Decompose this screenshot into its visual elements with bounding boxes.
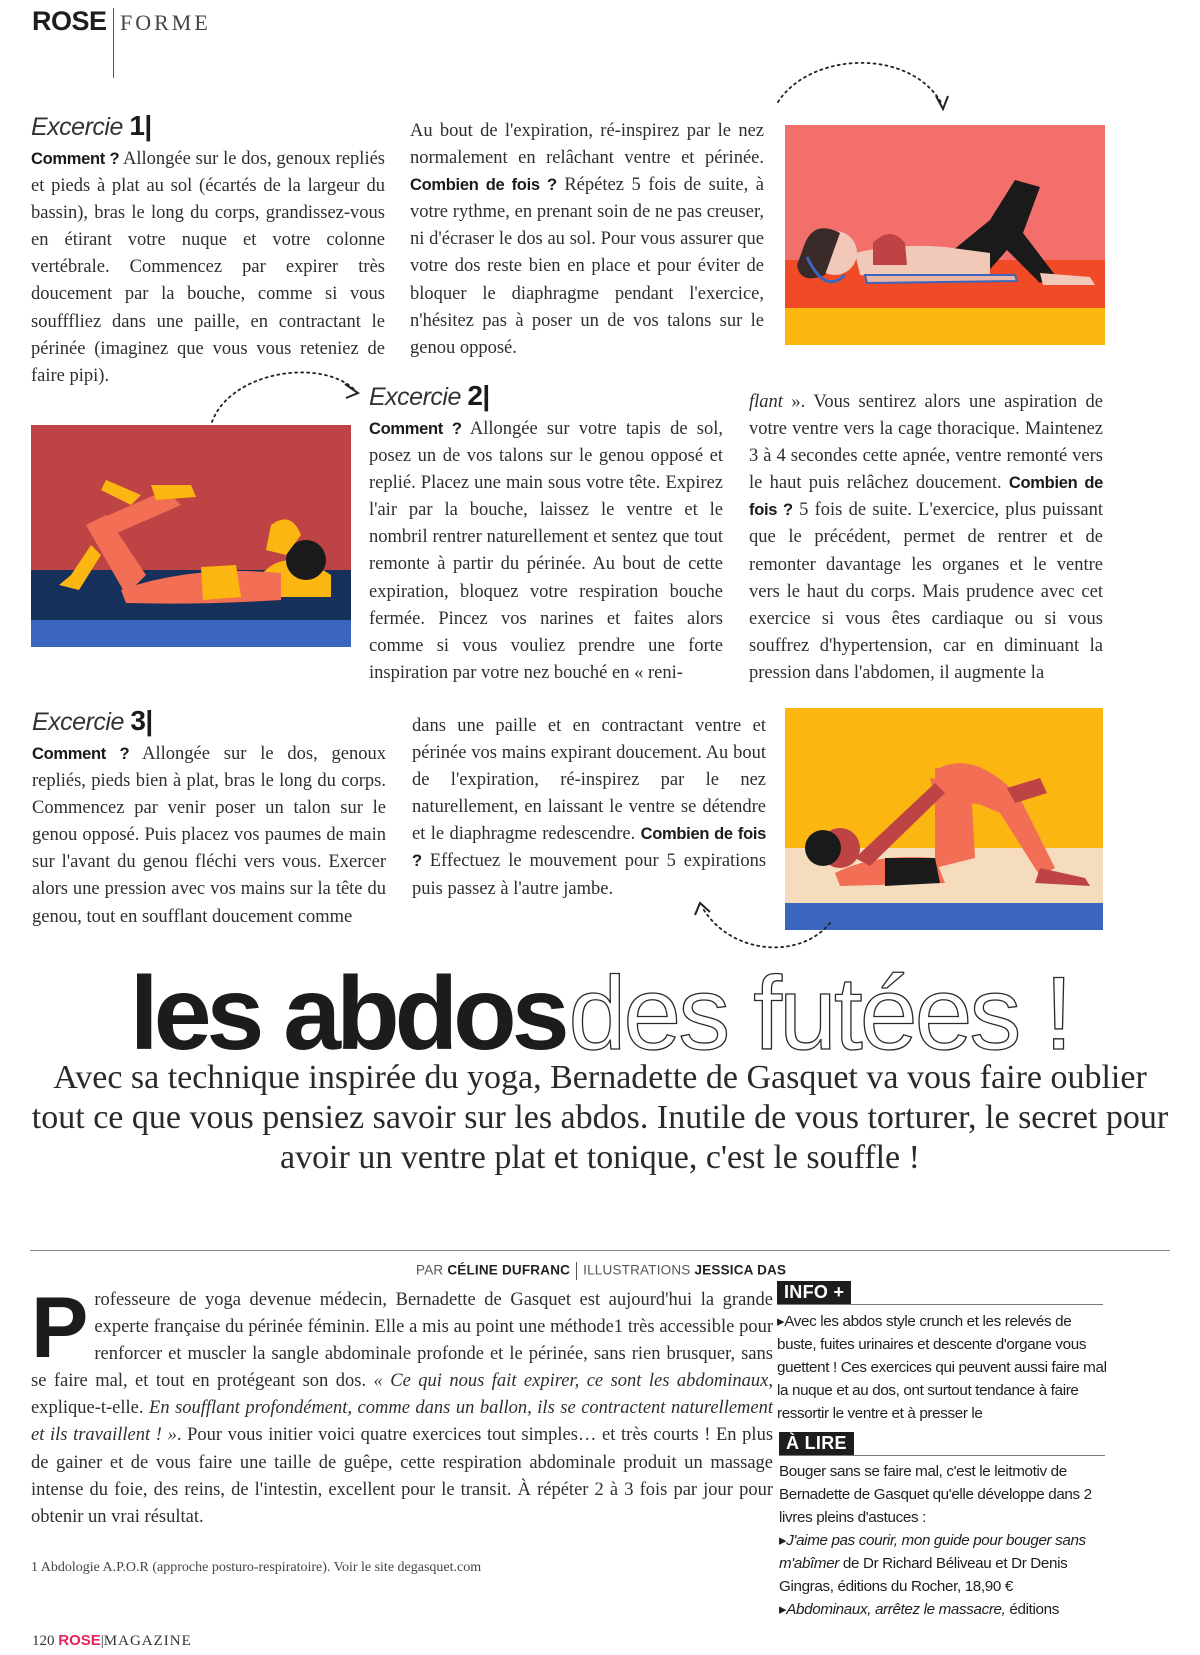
- headline: [0, 955, 1200, 1074]
- how-many-label: Combien de fois ?: [749, 474, 1103, 520]
- how-label: Comment ?: [31, 150, 120, 168]
- divider: [779, 1455, 1105, 1456]
- byline-illustrator: JESSICA DAS: [694, 1262, 787, 1278]
- curved-arrow-icon: [200, 362, 370, 432]
- section-title: FORME: [120, 10, 211, 35]
- exercise-2-column-2: [749, 389, 1103, 687]
- article-body: [31, 1280, 774, 1531]
- article-text: rofesseure de yoga devenue médecin, Bernadette de Gasquet est aujourd'hui la grande experte française du périnée féminin. Elle a mis au point une méthode1 très accessible pour renforcer et muscler la sangle abdominale profonde et le périnée, sans rien brusquer, sans se faire mal, et tout en protégeant son dos.: [31, 1290, 773, 1392]
- exercise-text: ». Vous sentirez alors une aspiration de votre ventre vers la cage thoracique. Maintenez 3 à 4 secondes cette apnée, ventre remonté vers le haut puis relâchez doucement.: [749, 392, 1104, 494]
- exercise-2-illustration: [31, 425, 351, 647]
- exercise-text-italic: flant: [749, 392, 783, 412]
- byline-separator: [576, 1262, 577, 1280]
- header-divider: [113, 8, 114, 78]
- book-details: éditions: [1009, 1601, 1059, 1618]
- headline-bold: les abdos: [129, 956, 565, 1072]
- exercise-text: Effectuez le mouvement pour 5 expirations puis passez à l'autre jambe.: [412, 851, 767, 899]
- article-quote: « Ce qui nous fait expirer, ce sont les abdominaux,: [373, 1371, 773, 1392]
- reading-list: [779, 1460, 1109, 1621]
- exercise-text: Allongée sur votre tapis de sol, posez un de vos talons sur le genou opposé et replié. Placez une main sous votre tête. Expirez l'air par la bouche, laissez le ventre et le nombril rentrer naturellement et sentez que tout remonte à partir du périnée. Au bout de cette expiration, bloquez votre respiration bouche fermée. Pincez vos narines et faites alors comme si vous vouliez prendre une forte inspiration par votre nez bouché en « reni-: [369, 419, 723, 683]
- article-text: . Pour vous initier voici quatre exercices tout simples… et très courts ! En plus de gainer et de vous faire une taille de guêpe, cette respiration abdominale produit un massage intense du foie, des reins, de l'intestin, excellent pour le transit. À répéter 2 à 3 fois par jour pour obtenir un vrai résultat.: [31, 1425, 774, 1527]
- exercise-number: 3|: [130, 705, 153, 736]
- exercise-1-title: [31, 110, 152, 142]
- article-quote: En soufflant profondément, comme dans un ballon, ils se contractent naturellement et ils travaillent ! »: [31, 1398, 774, 1446]
- exercise-1-column-1: [31, 146, 385, 390]
- exercise-number: 2|: [467, 380, 490, 411]
- exercise-text: 5 fois de suite. L'exercice, plus puissant que le précédent, permet de rentrer et de remonter davantage les organes et le ventre vers le haut du corps. Mais prudence avec cet exercice si vous êtes cardiaque ou si vous souffrez d'hypertension, car en diminuant la pression dans l'abdomen, il augmente la: [749, 500, 1104, 683]
- headline-light: des futées !: [568, 956, 1071, 1072]
- footer-magazine: MAGAZINE: [103, 1633, 192, 1649]
- drop-cap: P: [31, 1280, 89, 1376]
- magazine-brand: ROSE: [32, 6, 107, 36]
- exercise-2-title: [369, 380, 490, 412]
- exercise-3-column-2: [412, 713, 766, 903]
- bullet-arrow-icon: ▸: [777, 1313, 785, 1330]
- exercise-1-illustration: [785, 125, 1105, 345]
- exercise-2-column-1: [369, 416, 723, 687]
- how-label: Comment ?: [369, 420, 462, 438]
- exercise-1-column-2: [410, 118, 764, 362]
- divider: [777, 1304, 1103, 1305]
- book-title: Abdominaux, arrêtez le massacre,: [786, 1601, 1006, 1618]
- divider: [30, 1250, 1170, 1251]
- byline-illustrations: ILLUSTRATIONS: [583, 1262, 691, 1278]
- footer-separator: |: [100, 1633, 104, 1649]
- how-label: Comment ?: [32, 745, 130, 763]
- info-tag: INFO +: [777, 1281, 851, 1304]
- exercise-text: Au bout de l'expiration, ré-inspirez par le nez normalement en relâchant ventre et périnée.: [410, 121, 764, 169]
- exercise-text: Allongée sur le dos, genoux repliés, pieds bien à plat, bras le long du corps. Commencez par venir poser un talon sur le genou opposé. Puis placez vos paumes de main sur l'avant du genou fléchi vers vous. Exercer alors une pression avec vos mains sur la tête du genou, tout en soufflant doucement comme: [32, 744, 386, 927]
- exercise-title-word: Excercie: [31, 113, 123, 141]
- folio: [32, 1632, 192, 1650]
- page-number: 120: [32, 1633, 55, 1649]
- footer-brand: ROSE: [58, 1632, 101, 1649]
- alire-tag: À LIRE: [779, 1432, 854, 1455]
- byline-author: CÉLINE DUFRANC: [447, 1262, 571, 1278]
- exercise-title-word: Excercie: [32, 708, 124, 736]
- byline: [416, 1262, 786, 1280]
- exercise-title-word: Excercie: [369, 383, 461, 411]
- curved-arrow-icon: [690, 895, 840, 955]
- exercise-number: 1|: [129, 110, 152, 141]
- book-details: de Dr Richard Béliveau et Dr Denis Gingras, éditions du Rocher, 18,90 €: [779, 1555, 1068, 1595]
- bullet-arrow-icon: ▸: [779, 1601, 787, 1618]
- article-text: explique-t-elle.: [31, 1398, 144, 1419]
- footnote: 1 Abdologie A.P.O.R (approche posturo-respiratoire). Voir le site degasquet.com: [31, 1560, 482, 1575]
- standfirst: Avec sa technique inspirée du yoga, Bernadette de Gasquet va vous faire oublier tout ce que vous pensiez savoir sur les abdos. Inutile de vous torturer, le secret pour avoir un ventre plat et tonique, c'est le souffle !: [31, 1059, 1169, 1176]
- exercise-3-column-1: [32, 741, 386, 931]
- exercise-text: dans une paille et en contractant ventre et périnée vos mains expirant doucement. Au bout de l'expiration, ré-inspirez par le nez naturellement, en laissant le ventre se détendre et le diaphragme redescendre.: [412, 716, 766, 845]
- curved-arrow-icon: [770, 52, 960, 122]
- info-text: Avec les abdos style crunch et les relevés de buste, fuites urinaires et descente d'organe vous guettent ! Ces exercices qui peuvent aussi faire mal la nuque et au dos, ont surtout tendance à faire ressortir le ventre et à presser le: [777, 1313, 1107, 1422]
- book-title: J'aime pas courir, mon guide pour bouger sans m'abîmer: [779, 1532, 1086, 1572]
- reading-intro: Bouger sans se faire mal, c'est le leitmotiv de Bernadette de Gasquet qu'elle développe dans 2 livres pleins d'astuces :: [779, 1463, 1092, 1526]
- exercise-3-title: [32, 705, 153, 737]
- byline-par: PAR: [416, 1262, 444, 1278]
- how-many-label: Combien de fois ?: [412, 825, 767, 871]
- bullet-arrow-icon: ▸: [779, 1532, 787, 1549]
- exercise-text: Répétez 5 fois de suite, à votre rythme, en prenant soin de ne pas creuser, ni d'écraser le dos au sol. Pour vous assurer que votre dos reste bien en place et pour éviter de bloquer le diaphragme pendant l'exercice, n'hésitez pas à poser un de vos talons sur le genou opposé.: [410, 175, 765, 358]
- info-box: [777, 1310, 1107, 1425]
- exercise-text: Allongée sur le dos, genoux repliés et pieds à plat au sol (écartés de la largeur du bassin), bras le long du corps, grandissez-vous en étirant votre nuque et votre colonne vertébrale. Commencez par expirer très doucement par la bouche, comme si vous soufffliez dans une paille, en contractant le périnée (imaginez que vous vous reteniez de faire pipi).: [31, 149, 385, 386]
- how-many-label: Combien de fois ?: [410, 176, 557, 195]
